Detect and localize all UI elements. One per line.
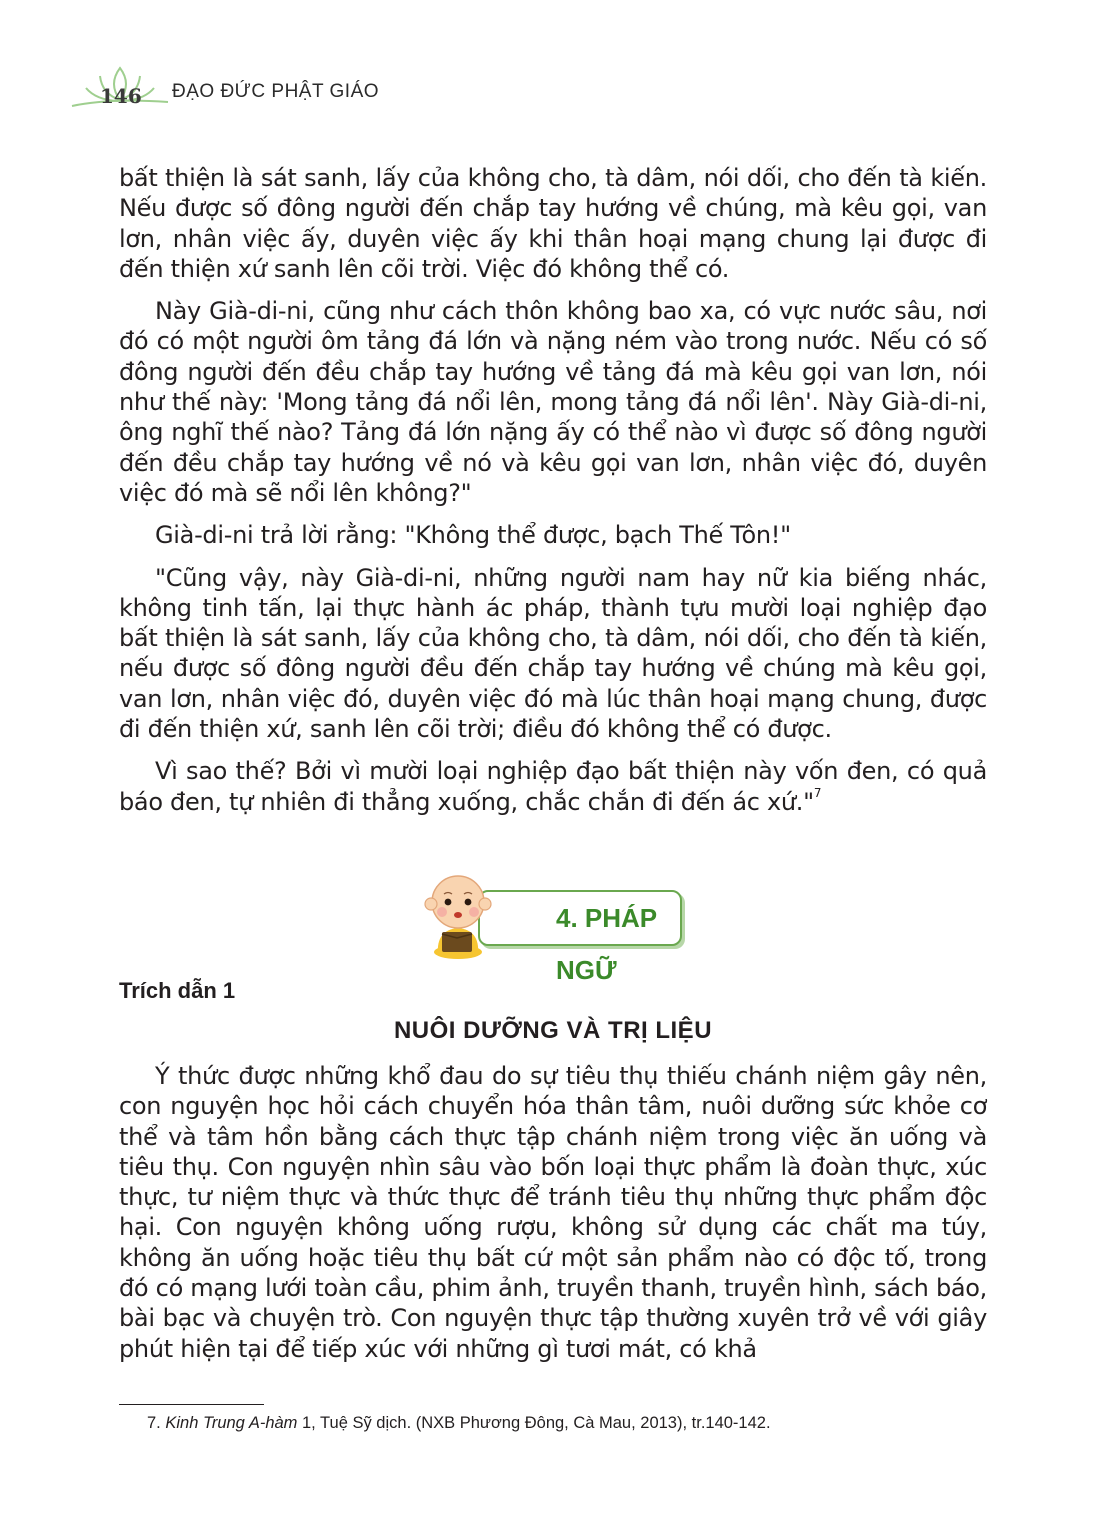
- footnote-divider: [119, 1404, 264, 1405]
- running-title: ĐẠO ĐỨC PHẬT GIÁO: [172, 81, 380, 102]
- page-number: 146: [100, 84, 142, 108]
- footnote: [147, 1414, 987, 1433]
- paragraph: Ý thức được những khổ đau do sự tiêu thụ thiếu chánh niệm gây nên, con nguyện học hỏi cách chuyển hóa thân tâm, nuôi dưỡng sức khỏe cơ thể và tâm hồn bằng cách thực tập chánh niệm trong việc ăn uống và tiêu thụ. Con nguyện nhìn sâu vào bốn loại thực phẩm là đoàn thực, xúc thực, tư niệm thực và thức thực để tránh tiêu thụ những thực phẩm độc hại. Con nguyện không uống rượu, không sử dụng các chất ma túy, không ăn uống hoặc tiêu thụ bất cứ một sản phẩm nào có độc tố, trong đó có mạng lưới toàn cầu, phim ảnh, truyền thanh, truyền hình, sách báo, bài bạc và chuyện trò. Con nguyện thực tập thường xuyên trở về với giây phút hiện tại để tiếp xúc với những gì tươi mát, có khả: [119, 1062, 987, 1363]
- paragraph: [119, 756, 987, 817]
- monk-reading-icon: [418, 868, 500, 960]
- body-text-bottom: [119, 1061, 987, 1364]
- footnote-marker: 7: [813, 785, 822, 800]
- paragraph: Già-di-ni trả lời rằng: "Không thể được, bạch Thế Tôn!": [155, 521, 791, 550]
- quote-label: Trích dẫn 1: [119, 978, 236, 1003]
- page-header: [70, 62, 490, 112]
- footnote-title: Kinh Trung A-hàm: [165, 1414, 298, 1432]
- section-title: NUÔI DƯỠNG VÀ TRỊ LIỆU: [393, 1017, 713, 1044]
- badge-box: [478, 890, 682, 985]
- footnote-citation: 1, Tuệ Sỹ dịch. (NXB Phương Đông, Cà Mau, 2013), tr.140-142.: [297, 1414, 771, 1432]
- section-badge: [418, 868, 684, 985]
- badge-label: 4. PHÁP NGỮ: [556, 903, 657, 985]
- paragraph: bất thiện là sát sanh, lấy của không cho, tà dâm, nói dối, cho đến tà kiến. Nếu được số đông người đến chắp tay hướng về chúng, mà kêu gọi, van lơn, nhân việc ấy, duyên việc ấy khi thân hoại mạng chung lại được đi đến thiện xứ sanh lên cõi trời. Việc đó không thể có.: [119, 164, 987, 283]
- body-text-top: [119, 163, 987, 817]
- paragraph-text: Vì sao thế? Bởi vì mười loại nghiệp đạo bất thiện này vốn đen, có quả báo đen, tự nhiên đi thẳng xuống, chắc chắn đi đến ác xứ.": [119, 757, 987, 816]
- paragraph: Này Già-di-ni, cũng như cách thôn không bao xa, có vực nước sâu, nơi đó có một người ôm tảng đá lớn và nặng ném vào trong nước. Nếu có số đông người đến đều chắp tay hướng về tảng đá mà kêu gọi van lơn, nói như thế này: 'Mong tảng đá nổi lên, mong tảng đá nổi lên'. Này Già-di-ni, ông nghĩ thế nào? Tảng đá lớn nặng ấy có thể nào vì được số đông người đến đều chắp tay hướng về nó và kêu gọi van lơn, nhân việc đó, duyên việc đó mà sẽ nổi lên không?": [119, 297, 987, 507]
- paragraph: "Cũng vậy, này Già-di-ni, những người nam hay nữ kia biếng nhác, không tinh tấn, lại thực hành ác pháp, thành tựu mười loại nghiệp đạo bất thiện là sát sanh, lấy của không cho, tà dâm, nói dối, cho đến tà kiến, nếu được số đông người đều đến chắp tay hướng về chúng mà kêu gọi, van lơn, nhân việc đó, duyên việc đó mà lúc thân hoại mạng chung, được đi đến thiện xứ, sanh lên cõi trời; điều đó không thể có được.: [119, 563, 987, 744]
- footnote-number: 7.: [147, 1414, 161, 1432]
